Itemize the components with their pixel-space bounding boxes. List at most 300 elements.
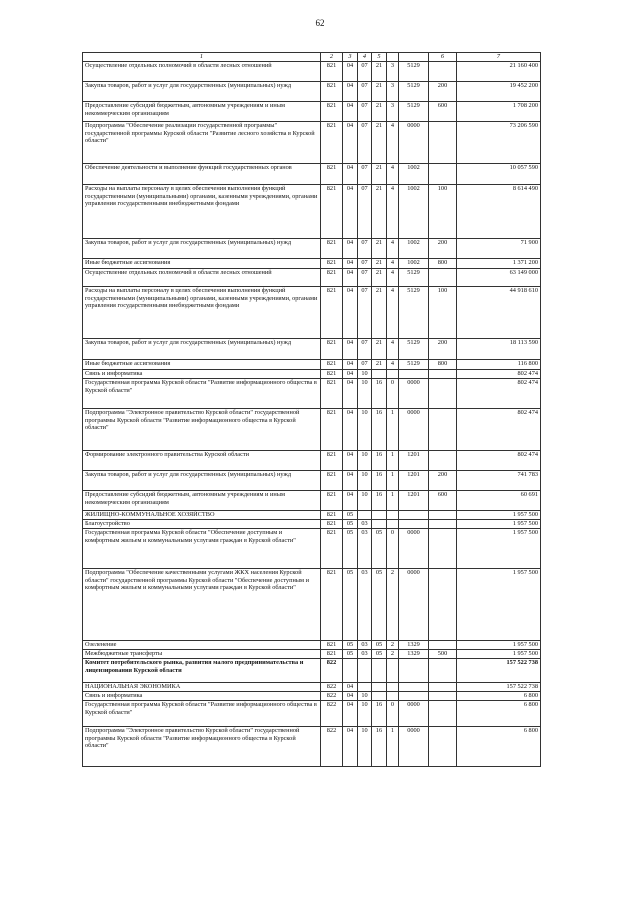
row-code-cell: 2 — [387, 641, 399, 650]
row-code-cell: 04 — [343, 269, 358, 287]
row-code-cell: 04 — [343, 339, 358, 360]
row-code-cell: 821 — [321, 370, 343, 379]
row-name-cell: Связь и информатика — [83, 692, 321, 701]
row-amount-cell: 1 708 200 — [457, 102, 541, 122]
row-amount-cell: 1 957 500 — [457, 569, 541, 641]
row-code-cell: 4 — [387, 164, 399, 185]
row-amount-cell: 10 057 590 — [457, 164, 541, 185]
row-amount-cell: 802 474 — [457, 379, 541, 409]
row-code-cell — [372, 370, 387, 379]
table-row — [83, 641, 541, 650]
row-code-cell: 0 — [387, 529, 399, 569]
row-code-cell: 16 — [372, 409, 387, 451]
row-code-cell: 07 — [358, 239, 372, 259]
row-code-cell: 10 — [358, 471, 372, 491]
row-code-cell: 07 — [358, 339, 372, 360]
table-row — [83, 701, 541, 727]
row-name-cell: Расходы на выплаты персоналу в целях обеспечения выполнения функций государственными (муниципальными) органами, казенными учреждениями, органами управления государственными внебюджетными фондами — [83, 185, 321, 239]
row-code-cell: 07 — [358, 102, 372, 122]
row-code-cell — [358, 511, 372, 520]
row-code-cell: 05 — [372, 650, 387, 659]
row-amount-cell: 741 783 — [457, 471, 541, 491]
row-code-cell: 800 — [429, 259, 457, 269]
row-code-cell: 800 — [429, 360, 457, 370]
row-amount-cell: 6 800 — [457, 692, 541, 701]
row-code-cell: 4 — [387, 239, 399, 259]
row-code-cell: 4 — [387, 287, 399, 339]
row-name-cell: Государственная программа Курской области "Развитие информационного общества в Курской области" — [83, 701, 321, 727]
row-code-cell: 04 — [343, 370, 358, 379]
row-name-cell: Формирование электронного правительства Курской области — [83, 451, 321, 471]
row-amount-cell: 116 800 — [457, 360, 541, 370]
row-code-cell — [429, 641, 457, 650]
row-code-cell — [429, 701, 457, 727]
row-code-cell: 1201 — [399, 491, 429, 511]
table-row — [83, 370, 541, 379]
row-code-cell: 05 — [343, 650, 358, 659]
row-code-cell: 821 — [321, 102, 343, 122]
row-code-cell: 03 — [358, 650, 372, 659]
row-code-cell: 821 — [321, 269, 343, 287]
table-row — [83, 692, 541, 701]
row-code-cell: 04 — [343, 259, 358, 269]
row-code-cell — [372, 520, 387, 529]
row-code-cell — [387, 520, 399, 529]
row-code-cell: 16 — [372, 727, 387, 767]
row-code-cell: 5129 — [399, 360, 429, 370]
row-code-cell: 4 — [387, 185, 399, 239]
row-code-cell — [358, 683, 372, 692]
row-code-cell — [429, 692, 457, 701]
row-code-cell — [387, 370, 399, 379]
header-cell — [387, 53, 399, 62]
row-code-cell: 0000 — [399, 379, 429, 409]
row-code-cell: 0000 — [399, 122, 429, 164]
row-code-cell — [429, 164, 457, 185]
table-row — [83, 122, 541, 164]
row-code-cell: 1 — [387, 409, 399, 451]
table-row — [83, 683, 541, 692]
row-code-cell: 04 — [343, 62, 358, 82]
row-name-cell: Благоустройство — [83, 520, 321, 529]
row-code-cell: 04 — [343, 82, 358, 102]
row-code-cell — [387, 511, 399, 520]
row-code-cell: 03 — [358, 641, 372, 650]
row-code-cell: 21 — [372, 259, 387, 269]
row-code-cell — [399, 520, 429, 529]
row-code-cell — [429, 511, 457, 520]
table-row — [83, 102, 541, 122]
row-code-cell: 1 — [387, 471, 399, 491]
row-code-cell: 821 — [321, 641, 343, 650]
row-code-cell: 21 — [372, 102, 387, 122]
row-code-cell: 07 — [358, 269, 372, 287]
row-code-cell: 1002 — [399, 164, 429, 185]
row-amount-cell: 802 474 — [457, 451, 541, 471]
row-code-cell: 1002 — [399, 185, 429, 239]
row-code-cell: 821 — [321, 409, 343, 451]
row-name-cell: Обеспечение деятельности и выполнение функций государственных органов — [83, 164, 321, 185]
row-code-cell: 21 — [372, 185, 387, 239]
row-code-cell — [429, 122, 457, 164]
row-code-cell — [429, 520, 457, 529]
row-code-cell: 04 — [343, 409, 358, 451]
table-row — [83, 185, 541, 239]
table-row — [83, 520, 541, 529]
row-code-cell: 21 — [372, 360, 387, 370]
row-code-cell: 07 — [358, 360, 372, 370]
row-code-cell — [429, 62, 457, 82]
row-code-cell: 16 — [372, 471, 387, 491]
header-cell: 7 — [457, 53, 541, 62]
row-code-cell: 821 — [321, 287, 343, 339]
row-code-cell — [387, 683, 399, 692]
row-code-cell: 822 — [321, 692, 343, 701]
row-amount-cell: 18 113 590 — [457, 339, 541, 360]
row-code-cell: 5129 — [399, 82, 429, 102]
row-code-cell: 5129 — [399, 339, 429, 360]
row-code-cell: 821 — [321, 239, 343, 259]
row-code-cell: 100 — [429, 287, 457, 339]
row-name-cell: Государственная программа Курской области "Обеспечение доступным и комфортным жильем и коммунальными услугами граждан в Курской области" — [83, 529, 321, 569]
row-code-cell: 04 — [343, 360, 358, 370]
row-code-cell: 3 — [387, 82, 399, 102]
row-name-cell: Закупка товаров, работ и услуг для государственных (муниципальных) нужд — [83, 82, 321, 102]
row-code-cell: 07 — [358, 82, 372, 102]
row-amount-cell: 1 957 500 — [457, 529, 541, 569]
row-code-cell: 4 — [387, 122, 399, 164]
row-code-cell: 16 — [372, 491, 387, 511]
table-row — [83, 409, 541, 451]
row-code-cell: 821 — [321, 520, 343, 529]
header-cell: 3 — [343, 53, 358, 62]
row-code-cell: 0000 — [399, 569, 429, 641]
row-code-cell: 821 — [321, 82, 343, 102]
table-row — [83, 287, 541, 339]
row-code-cell: 2 — [387, 650, 399, 659]
row-code-cell: 822 — [321, 727, 343, 767]
row-amount-cell: 21 160 400 — [457, 62, 541, 82]
row-code-cell: 821 — [321, 379, 343, 409]
row-code-cell: 1201 — [399, 451, 429, 471]
row-code-cell — [387, 659, 399, 683]
row-code-cell — [387, 692, 399, 701]
row-code-cell: 05 — [343, 641, 358, 650]
header-cell: 4 — [358, 53, 372, 62]
row-code-cell: 0000 — [399, 409, 429, 451]
row-name-cell: Подпрограмма "Электронное правительство Курской области" государственной программы Курской области "Развитие информационного общества в Курской области" — [83, 727, 321, 767]
table-row — [83, 164, 541, 185]
row-code-cell: 2 — [387, 569, 399, 641]
row-code-cell: 04 — [343, 451, 358, 471]
row-code-cell: 04 — [343, 379, 358, 409]
row-code-cell: 3 — [387, 102, 399, 122]
row-code-cell — [399, 511, 429, 520]
row-code-cell: 821 — [321, 62, 343, 82]
table-row — [83, 360, 541, 370]
row-code-cell: 5129 — [399, 62, 429, 82]
row-code-cell: 10 — [358, 727, 372, 767]
table-row — [83, 529, 541, 569]
row-code-cell — [343, 659, 358, 683]
row-code-cell: 1 — [387, 491, 399, 511]
row-name-cell: Подпрограмма "Обеспечение реализации государственной программы" государственной программы Курской области "Развитие лесного хозяйства в Курской области" — [83, 122, 321, 164]
row-name-cell: Подпрограмма "Обеспечение качественными услугами ЖКХ населения Курской области" государственной программы Курской области "Обеспечение доступным и комфортным жильем и коммунальными услугами граждан в Курской области" — [83, 569, 321, 641]
row-code-cell: 21 — [372, 239, 387, 259]
row-amount-cell: 6 800 — [457, 701, 541, 727]
row-code-cell: 16 — [372, 451, 387, 471]
table-row — [83, 569, 541, 641]
row-amount-cell: 63 149 000 — [457, 269, 541, 287]
row-code-cell: 05 — [343, 520, 358, 529]
row-name-cell: ЖИЛИЩНО-КОММУНАЛЬНОЕ ХОЗЯЙСТВО — [83, 511, 321, 520]
row-code-cell: 600 — [429, 491, 457, 511]
row-code-cell: 05 — [343, 511, 358, 520]
row-name-cell: Закупка товаров, работ и услуг для государственных (муниципальных) нужд — [83, 471, 321, 491]
row-amount-cell: 802 474 — [457, 370, 541, 379]
row-code-cell — [372, 511, 387, 520]
row-code-cell: 4 — [387, 360, 399, 370]
row-code-cell — [372, 659, 387, 683]
row-code-cell: 0000 — [399, 727, 429, 767]
table-row — [83, 62, 541, 82]
row-name-cell: Иные бюджетные ассигнования — [83, 360, 321, 370]
table-row — [83, 727, 541, 767]
row-code-cell — [399, 683, 429, 692]
row-code-cell: 03 — [358, 520, 372, 529]
row-code-cell: 821 — [321, 529, 343, 569]
row-code-cell: 04 — [343, 683, 358, 692]
row-code-cell: 05 — [343, 569, 358, 641]
row-code-cell: 10 — [358, 370, 372, 379]
row-code-cell — [429, 683, 457, 692]
row-code-cell: 21 — [372, 287, 387, 339]
row-code-cell: 822 — [321, 659, 343, 683]
row-code-cell: 10 — [358, 451, 372, 471]
row-code-cell: 04 — [343, 727, 358, 767]
row-code-cell: 04 — [343, 164, 358, 185]
row-code-cell: 05 — [372, 641, 387, 650]
row-code-cell: 200 — [429, 239, 457, 259]
row-name-cell: Связь и информатика — [83, 370, 321, 379]
row-code-cell: 03 — [358, 569, 372, 641]
row-code-cell: 821 — [321, 185, 343, 239]
row-code-cell — [429, 370, 457, 379]
row-code-cell — [429, 379, 457, 409]
row-code-cell: 4 — [387, 269, 399, 287]
row-code-cell: 04 — [343, 471, 358, 491]
row-amount-cell: 1 957 500 — [457, 520, 541, 529]
row-name-cell: Закупка товаров, работ и услуг для государственных (муниципальных) нужд — [83, 239, 321, 259]
row-name-cell: Осуществление отдельных полномочий в области лесных отношений — [83, 62, 321, 82]
row-code-cell: 07 — [358, 259, 372, 269]
table-row — [83, 659, 541, 683]
budget-table — [82, 52, 541, 767]
row-code-cell: 100 — [429, 185, 457, 239]
row-code-cell: 07 — [358, 287, 372, 339]
row-code-cell — [429, 727, 457, 767]
row-amount-cell: 1 957 500 — [457, 650, 541, 659]
row-code-cell: 04 — [343, 185, 358, 239]
row-name-cell: Предоставление субсидий бюджетным, автономным учреждениям и иным некоммерческим организациям — [83, 491, 321, 511]
row-code-cell: 0 — [387, 379, 399, 409]
row-code-cell: 821 — [321, 451, 343, 471]
table-row — [83, 339, 541, 360]
table-row — [83, 471, 541, 491]
table-row — [83, 650, 541, 659]
row-code-cell: 03 — [358, 529, 372, 569]
row-code-cell: 10 — [358, 701, 372, 727]
row-code-cell: 821 — [321, 122, 343, 164]
row-code-cell: 821 — [321, 360, 343, 370]
row-code-cell: 04 — [343, 122, 358, 164]
row-code-cell: 05 — [372, 529, 387, 569]
table-row — [83, 379, 541, 409]
row-code-cell: 16 — [372, 379, 387, 409]
row-code-cell — [372, 692, 387, 701]
row-code-cell: 1002 — [399, 259, 429, 269]
row-code-cell: 16 — [372, 701, 387, 727]
row-code-cell: 21 — [372, 62, 387, 82]
header-cell: 2 — [321, 53, 343, 62]
row-code-cell: 07 — [358, 62, 372, 82]
row-code-cell: 3 — [387, 62, 399, 82]
header-cell: 1 — [83, 53, 321, 62]
row-code-cell: 821 — [321, 569, 343, 641]
row-name-cell: НАЦИОНАЛЬНАЯ ЭКОНОМИКА — [83, 683, 321, 692]
row-amount-cell: 44 918 610 — [457, 287, 541, 339]
row-amount-cell: 1 371 200 — [457, 259, 541, 269]
row-amount-cell: 1 957 500 — [457, 641, 541, 650]
row-code-cell — [372, 683, 387, 692]
row-name-cell: Государственная программа Курской области "Развитие информационного общества в Курской области" — [83, 379, 321, 409]
row-code-cell: 1329 — [399, 641, 429, 650]
row-code-cell: 1201 — [399, 471, 429, 491]
row-amount-cell: 6 800 — [457, 727, 541, 767]
row-code-cell: 04 — [343, 287, 358, 339]
header-cell — [399, 53, 429, 62]
row-code-cell: 04 — [343, 701, 358, 727]
row-code-cell: 4 — [387, 259, 399, 269]
row-code-cell: 821 — [321, 471, 343, 491]
row-name-cell: Подпрограмма "Электронное правительство Курской области" государственной программы Курской области "Развитие информационного общества в Курской области" — [83, 409, 321, 451]
row-code-cell: 821 — [321, 259, 343, 269]
row-name-cell: Межбюджетные трансферты — [83, 650, 321, 659]
row-code-cell: 04 — [343, 491, 358, 511]
row-name-cell: Предоставление субсидий бюджетным, автономным учреждениям и иным некоммерческим организациям — [83, 102, 321, 122]
table-row — [83, 511, 541, 520]
row-code-cell — [399, 659, 429, 683]
header-cell: 6 — [429, 53, 457, 62]
row-code-cell: 04 — [343, 102, 358, 122]
row-code-cell: 1002 — [399, 239, 429, 259]
header-cell: 5 — [372, 53, 387, 62]
row-code-cell: 5129 — [399, 287, 429, 339]
row-amount-cell: 802 474 — [457, 409, 541, 451]
row-code-cell: 822 — [321, 683, 343, 692]
row-name-cell: Расходы на выплаты персоналу в целях обеспечения выполнения функций государственными (муниципальными) органами, казенными учреждениями, органами управления государственными внебюджетными фондами — [83, 287, 321, 339]
row-code-cell: 07 — [358, 185, 372, 239]
row-name-cell: Иные бюджетные ассигнования — [83, 259, 321, 269]
table-row — [83, 269, 541, 287]
row-code-cell: 821 — [321, 339, 343, 360]
row-code-cell: 05 — [343, 529, 358, 569]
row-name-cell: Осуществление отдельных полномочий в области лесных отношений — [83, 269, 321, 287]
row-code-cell: 1 — [387, 727, 399, 767]
row-amount-cell: 19 452 200 — [457, 82, 541, 102]
row-name-cell: Озеленение — [83, 641, 321, 650]
row-code-cell: 200 — [429, 471, 457, 491]
row-code-cell: 1 — [387, 451, 399, 471]
row-code-cell: 10 — [358, 692, 372, 701]
row-code-cell: 200 — [429, 82, 457, 102]
table-row — [83, 239, 541, 259]
row-code-cell: 821 — [321, 491, 343, 511]
page-number: 62 — [315, 18, 325, 28]
row-code-cell — [399, 692, 429, 701]
row-name-cell: Комитет потребительского рынка, развития малого предпринимательства и лицензирования Курской области — [83, 659, 321, 683]
row-name-cell: Закупка товаров, работ и услуг для государственных (муниципальных) нужд — [83, 339, 321, 360]
row-code-cell — [399, 370, 429, 379]
row-code-cell: 4 — [387, 339, 399, 360]
row-code-cell: 822 — [321, 701, 343, 727]
row-amount-cell: 71 900 — [457, 239, 541, 259]
row-code-cell — [429, 569, 457, 641]
row-code-cell: 21 — [372, 339, 387, 360]
row-amount-cell: 73 206 590 — [457, 122, 541, 164]
row-code-cell: 21 — [372, 269, 387, 287]
row-code-cell: 821 — [321, 164, 343, 185]
row-code-cell: 821 — [321, 511, 343, 520]
row-code-cell: 21 — [372, 82, 387, 102]
row-code-cell: 07 — [358, 164, 372, 185]
row-code-cell — [429, 451, 457, 471]
row-code-cell: 600 — [429, 102, 457, 122]
table-row — [83, 491, 541, 511]
row-code-cell: 07 — [358, 122, 372, 164]
row-code-cell: 0000 — [399, 529, 429, 569]
table-row — [83, 82, 541, 102]
table-row — [83, 451, 541, 471]
row-code-cell: 5129 — [399, 269, 429, 287]
header-row — [83, 53, 541, 62]
row-code-cell: 04 — [343, 692, 358, 701]
row-code-cell: 500 — [429, 650, 457, 659]
row-code-cell — [429, 529, 457, 569]
row-code-cell: 21 — [372, 164, 387, 185]
row-code-cell: 21 — [372, 122, 387, 164]
row-code-cell: 5129 — [399, 102, 429, 122]
row-code-cell — [429, 659, 457, 683]
row-code-cell: 05 — [372, 569, 387, 641]
row-code-cell: 0000 — [399, 701, 429, 727]
row-amount-cell: 8 614 490 — [457, 185, 541, 239]
row-code-cell: 10 — [358, 409, 372, 451]
row-code-cell — [358, 659, 372, 683]
row-code-cell: 0 — [387, 701, 399, 727]
row-code-cell: 200 — [429, 339, 457, 360]
row-code-cell: 821 — [321, 650, 343, 659]
row-code-cell: 04 — [343, 239, 358, 259]
row-amount-cell: 157 522 738 — [457, 683, 541, 692]
row-code-cell: 1329 — [399, 650, 429, 659]
row-code-cell: 10 — [358, 379, 372, 409]
row-amount-cell: 1 957 500 — [457, 511, 541, 520]
row-amount-cell: 60 691 — [457, 491, 541, 511]
row-amount-cell: 157 522 738 — [457, 659, 541, 683]
row-code-cell: 10 — [358, 491, 372, 511]
row-code-cell — [429, 409, 457, 451]
